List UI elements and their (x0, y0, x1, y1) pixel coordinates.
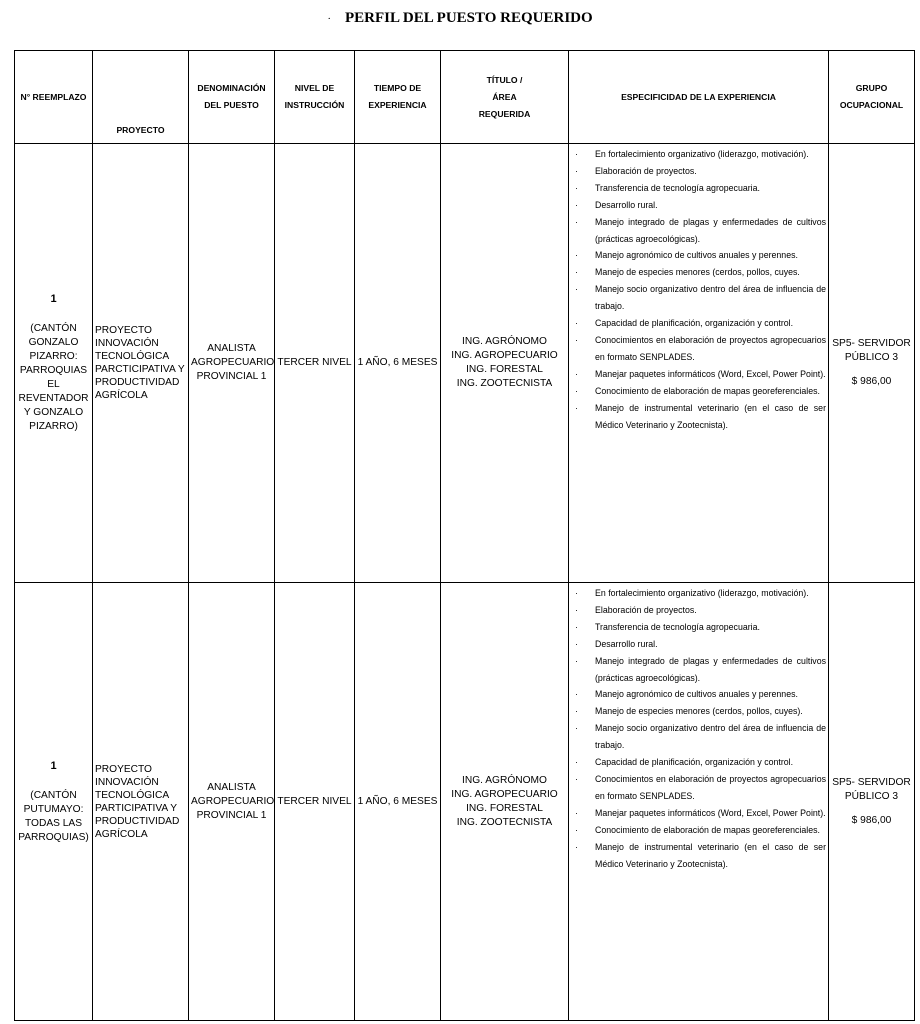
spec-list (573, 146, 826, 433)
spec-bullet: · (575, 706, 578, 717)
spec-item (573, 214, 826, 248)
grupo-name: SP5- SERVIDOR PÚBLICO 3 (832, 776, 911, 802)
titulo-item: ING. FORESTAL (466, 364, 543, 375)
spec-item (573, 180, 826, 197)
cell-titulo (441, 144, 569, 583)
header-row (15, 51, 915, 144)
spec-text: Manejar paquetes informáticos (Word, Excel, Power Point). (595, 368, 826, 379)
cell-denominacion: ANALISTA AGROPECUARIO PROVINCIAL 1 (189, 583, 275, 1021)
header-especificidad: ESPECIFICIDAD DE LA EXPERIENCIA (569, 51, 829, 144)
spec-item (573, 315, 826, 332)
grupo-salary: $ 986,00 (851, 814, 892, 826)
cell-reemplazo (15, 144, 93, 583)
spec-item (573, 332, 826, 366)
spec-item (573, 146, 826, 163)
spec-item (573, 636, 826, 653)
spec-bullet: · (575, 604, 578, 615)
spec-bullet: · (575, 655, 578, 666)
spec-item (573, 720, 826, 754)
cell-grupo (829, 144, 915, 583)
spec-list (573, 585, 826, 872)
spec-bullet: · (575, 689, 578, 700)
spec-text: Transferencia de tecnología agropecuaria. (595, 621, 760, 632)
cell-nivel: TERCER NIVEL (275, 583, 355, 1021)
spec-item (573, 805, 826, 822)
table-row (15, 583, 915, 1021)
cell-grupo (829, 583, 915, 1021)
header-proyecto: PROYECTO (93, 51, 189, 144)
reemplazo-location: (CANTÓN PUTUMAYO: TODAS LAS PARROQUIAS) (18, 789, 89, 843)
spec-item (573, 839, 826, 873)
spec-item (573, 602, 826, 619)
spec-text: Manejo agronómico de cultivos anuales y perennes. (595, 689, 798, 700)
header-titulo-line1: TÍTULO / (486, 74, 523, 85)
page-title (0, 10, 920, 27)
spec-item (573, 247, 826, 264)
spec-bullet: · (575, 199, 578, 210)
reemplazo-location: (CANTÓN GONZALO PIZARRO: PARROQUIAS EL REVENTADOR Y GONZALO PIZARRO) (18, 323, 89, 432)
spec-text: Manejo de especies menores (cerdos, pollos, cuyes). (595, 706, 803, 717)
spec-item (573, 383, 826, 400)
spec-bullet: · (575, 621, 578, 632)
spec-text: Elaboración de proyectos. (595, 165, 697, 176)
spec-bullet: · (575, 385, 578, 396)
spec-bullet: · (575, 216, 578, 227)
titulo-item: ING. FORESTAL (466, 802, 543, 814)
cell-especificidad (569, 144, 829, 583)
reemplazo-number: 1 (50, 293, 57, 305)
spec-text: Manejo de instrumental veterinario (en el caso de ser Médico Veterinario y Zootecnista). (595, 841, 826, 869)
spec-item (573, 703, 826, 720)
spec-text: En fortalecimiento organizativo (liderazgo, motivación). (595, 588, 809, 598)
cell-tiempo: 1 AÑO, 6 MESES (355, 144, 441, 583)
spec-text: Manejo agronómico de cultivos anuales y perennes. (595, 250, 798, 261)
header-titulo (441, 51, 569, 144)
cell-reemplazo (15, 583, 93, 1021)
spec-item (573, 686, 826, 703)
spec-text: Manejo de especies menores (cerdos, pollos, cuyes. (595, 267, 800, 278)
spec-bullet: · (575, 588, 578, 598)
cell-denominacion: ANALISTA AGROPECUARIO PROVINCIAL 1 (189, 144, 275, 583)
profile-table (14, 50, 915, 1021)
spec-item (573, 822, 826, 839)
spec-text: Conocimientos en elaboración de proyectos agropecuarios en formato SENPLADES. (595, 773, 826, 801)
titulo-item: ING. AGROPECUARIO (451, 350, 558, 361)
spec-bullet: · (575, 182, 578, 193)
spec-item (573, 619, 826, 636)
spec-text: Manejo de instrumental veterinario (en el caso de ser Médico Veterinario y Zootecnista). (595, 402, 826, 430)
spec-text: En fortalecimiento organizativo (liderazgo, motivación). (595, 149, 809, 159)
spec-bullet: · (575, 824, 578, 835)
spec-bullet: · (575, 841, 578, 852)
spec-text: Desarrollo rural. (595, 638, 658, 649)
header-nivel: NIVEL DE INSTRUCCIÓN (275, 51, 355, 144)
spec-item (573, 197, 826, 214)
spec-text: Manejo socio organizativo dentro del área de influencia de trabajo. (595, 723, 826, 751)
header-grupo: GRUPO OCUPACIONAL (829, 51, 915, 144)
spec-item (573, 281, 826, 315)
title-text: PERFIL DEL PUESTO REQUERIDO (344, 10, 593, 26)
grupo-name: SP5- SERVIDOR PÚBLICO 3 (832, 338, 911, 363)
cell-titulo (441, 583, 569, 1021)
spec-bullet: · (575, 149, 578, 159)
spec-bullet: · (575, 723, 578, 734)
spec-bullet: · (575, 368, 578, 379)
grupo-salary: $ 986,00 (851, 376, 892, 387)
header-reemplazo: N° REEMPLAZO (15, 51, 93, 144)
titulo-item: ING. ZOOTECNISTA (456, 816, 553, 828)
spec-bullet: · (575, 284, 578, 295)
cell-proyecto: PROYECTO INNOVACIÓN TECNOLÓGICA PARTICIPATIVA Y PRODUCTIVIDAD AGRÍCOLA (93, 583, 189, 1021)
spec-text: Manejo integrado de plagas y enfermedades de cultivos (prácticas agroecológicas). (595, 216, 826, 244)
spec-bullet: · (575, 250, 578, 261)
spec-text: Manejo integrado de plagas y enfermedades de cultivos (prácticas agroecológicas). (595, 655, 826, 683)
spec-bullet: · (575, 402, 578, 413)
spec-text: Capacidad de planificación, organización y control. (595, 757, 794, 768)
spec-text: Manejar paquetes informáticos (Word, Excel, Power Point). (595, 807, 826, 818)
titulo-item: ING. ZOOTECNISTA (456, 378, 553, 389)
titulo-item: ING. AGROPECUARIO (451, 788, 558, 800)
header-denominacion: DENOMINACIÓN DEL PUESTO (189, 51, 275, 144)
header-tiempo: TIEMPO DE EXPERIENCIA (355, 51, 441, 144)
spec-item (573, 264, 826, 281)
spec-bullet: · (575, 773, 578, 784)
spec-item (573, 585, 826, 602)
spec-bullet: · (575, 165, 578, 176)
spec-bullet: · (575, 807, 578, 818)
spec-text: Conocimiento de elaboración de mapas georeferenciales. (595, 385, 820, 396)
table-row (15, 144, 915, 583)
spec-bullet: · (575, 318, 578, 329)
spec-text: Conocimiento de elaboración de mapas georeferenciales. (595, 824, 820, 835)
spec-bullet: · (575, 757, 578, 768)
spec-item (573, 754, 826, 771)
titulo-item: ING. AGRÓNOMO (462, 336, 547, 347)
spec-item (573, 163, 826, 180)
cell-nivel: TERCER NIVEL (275, 144, 355, 583)
titulo-item: ING. AGRÓNOMO (462, 774, 547, 786)
spec-text: Desarrollo rural. (595, 199, 658, 210)
spec-text: Capacidad de planificación, organización y control. (595, 318, 794, 329)
spec-bullet: · (575, 638, 578, 649)
header-titulo-line3: REQUERIDA (478, 108, 531, 119)
spec-text: Transferencia de tecnología agropecuaria. (595, 182, 760, 193)
spec-text: Conocimientos en elaboración de proyectos agropecuarios en formato SENPLADES. (595, 334, 826, 362)
spec-item (573, 366, 826, 383)
cell-tiempo: 1 AÑO, 6 MESES (355, 583, 441, 1021)
header-titulo-line2: ÁREA (492, 91, 517, 102)
spec-text: Elaboración de proyectos. (595, 604, 697, 615)
reemplazo-number: 1 (50, 759, 57, 772)
spec-item (573, 400, 826, 434)
title-bullet: · (327, 13, 331, 25)
cell-especificidad (569, 583, 829, 1021)
spec-bullet: · (575, 334, 578, 345)
spec-text: Manejo socio organizativo dentro del área de influencia de trabajo. (595, 284, 826, 312)
cell-proyecto: PROYECTO INNOVACIÓN TECNOLÓGICA PARCTICIPATIVA Y PRODUCTIVIDAD AGRÍCOLA (93, 144, 189, 583)
spec-item (573, 653, 826, 687)
spec-bullet: · (575, 267, 578, 278)
spec-item (573, 771, 826, 805)
